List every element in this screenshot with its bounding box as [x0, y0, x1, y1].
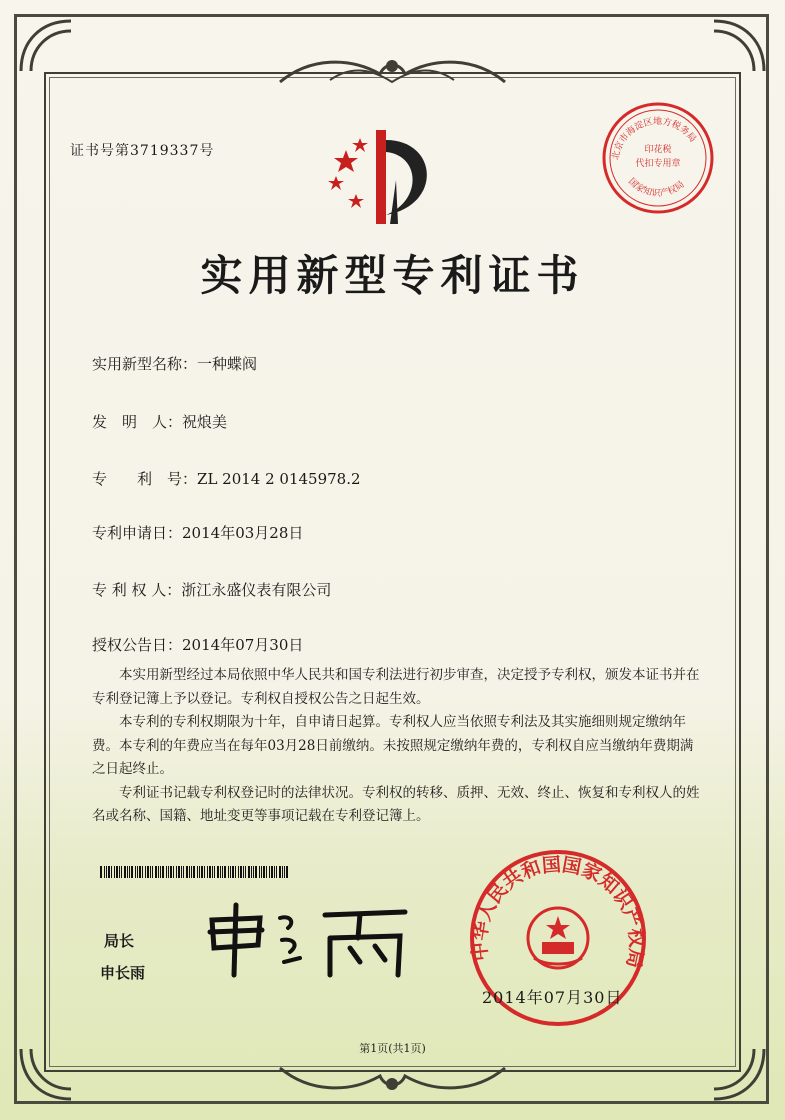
- field-label: 授权公告日：: [92, 636, 183, 654]
- barcode-bar: [121, 866, 122, 878]
- barcode-bar: [269, 866, 270, 878]
- barcode-bar: [189, 866, 190, 878]
- barcode-bar: [197, 866, 198, 878]
- barcode-bar: [228, 866, 229, 878]
- barcode-bar: [286, 866, 288, 878]
- barcode-bar: [193, 866, 195, 878]
- barcode-bar: [238, 866, 239, 878]
- barcode-bar: [145, 866, 146, 878]
- field-label: 发 明 人：: [92, 413, 183, 431]
- barcode-bar: [279, 866, 281, 878]
- barcode-bar: [207, 866, 208, 878]
- barcode-bar: [282, 866, 283, 878]
- barcode-bar: [248, 866, 250, 878]
- barcode-bar: [261, 866, 262, 878]
- barcode-bar: [201, 866, 203, 878]
- certificate-number: 证书号第3719337号: [70, 143, 215, 159]
- barcode-bar: [142, 866, 143, 878]
- field-label: 专利申请日：: [92, 524, 183, 542]
- field-patent-number: [92, 468, 361, 489]
- svg-text:印花税: 印花税: [644, 145, 672, 155]
- field-value: ZL 2014 2 0145978.2: [197, 470, 361, 488]
- barcode-bar: [274, 866, 275, 878]
- barcode-bar: [266, 866, 267, 878]
- barcode-bar: [255, 866, 257, 878]
- barcode-bar: [108, 866, 110, 878]
- barcode-bar: [124, 866, 126, 878]
- body-paragraph: 本实用新型经过本局依照中华人民共和国专利法进行初步审查，决定授予专利权，颁发本证书并在专利登记簿上予以登记。专利权自授权公告之日起生效。: [92, 667, 700, 707]
- body-paragraph: 本专利的专利权期限为十年，自申请日起算。专利权人应当依照专利法及其实施细则规定缴纳年费。本专利的年费应当在每年03月28日前缴纳。未按照规定缴纳年费的，专利权自应当缴纳年费期满之日起终止。: [92, 714, 694, 777]
- barcode-bar: [127, 866, 128, 878]
- page-number: 第1页(共1页): [359, 1042, 426, 1055]
- barcode-bar: [183, 866, 184, 878]
- patent-office-emblem-icon: [318, 120, 448, 230]
- barcode-bar: [259, 866, 260, 878]
- barcode-bar: [176, 866, 177, 878]
- barcode-bar: [158, 866, 159, 878]
- barcode-bar: [240, 866, 242, 878]
- barcode-bar: [166, 866, 167, 878]
- barcode-bar: [214, 866, 215, 878]
- barcode-bar: [271, 866, 273, 878]
- barcode-bar: [181, 866, 182, 878]
- bottom-ornament-icon: [270, 1058, 515, 1098]
- barcode-bar: [232, 866, 234, 878]
- handwritten-signature-icon: [200, 900, 420, 980]
- svg-text:国家知识产权局: 国家知识产权局: [626, 176, 687, 200]
- field-value: 2014年07月30日: [182, 636, 304, 654]
- director-name: 申长雨: [100, 964, 146, 982]
- barcode-bar: [209, 866, 211, 878]
- barcode-bar: [220, 866, 221, 878]
- barcode-bar: [100, 866, 102, 878]
- barcode-bar: [263, 866, 265, 878]
- barcode-bar: [104, 866, 105, 878]
- field-label: 实用新型名称：: [92, 355, 198, 373]
- barcode-bar: [253, 866, 254, 878]
- barcode-bar: [217, 866, 219, 878]
- barcode-bar: [284, 866, 285, 878]
- top-ornament-icon: [270, 52, 515, 92]
- barcode-bar: [147, 866, 149, 878]
- barcode-bar: [162, 866, 164, 878]
- body-paragraph: 专利证书记载专利权登记时的法律状况。专利权的转移、质押、无效、终止、恢复和专利权人的姓名或名称、国籍、地址变更等事项记载在专利登记簿上。: [92, 784, 700, 824]
- svg-text:北京市海淀区地方税务局: 北京市海淀区地方税务局: [611, 116, 698, 161]
- barcode-bar: [137, 866, 138, 878]
- barcode-bar: [230, 866, 231, 878]
- field-value: 一种蝶阀: [197, 355, 258, 373]
- barcode-bar: [199, 866, 200, 878]
- director-title: 局长: [104, 932, 135, 950]
- seal-date: 2014年07月30日: [482, 988, 623, 1007]
- svg-text:中华人民共和国国家知识产权局: 中华人民共和国国家知识产权局: [468, 853, 648, 970]
- tax-stamp-seal-icon: [600, 100, 716, 216]
- barcode-bar: [170, 866, 172, 878]
- barcode-bar: [212, 866, 213, 878]
- barcode-bar: [204, 866, 205, 878]
- barcode-bar: [129, 866, 130, 878]
- barcode-bar: [243, 866, 244, 878]
- field-value: 浙江永盛仪表有限公司: [181, 581, 332, 599]
- barcode-bar: [119, 866, 120, 878]
- barcode-icon: [100, 866, 290, 878]
- field-value: 祝烺美: [182, 413, 228, 431]
- barcode-bar: [152, 866, 153, 878]
- barcode-bar: [222, 866, 223, 878]
- barcode-bar: [245, 866, 246, 878]
- field-grant-date: [92, 634, 303, 655]
- corner-ornament-icon: [16, 16, 76, 76]
- barcode-bar: [276, 866, 277, 878]
- barcode-bar: [168, 866, 169, 878]
- field-value: 2014年03月28日: [182, 524, 304, 542]
- field-utility-model-name: [92, 353, 257, 374]
- corner-ornament-icon: [709, 16, 769, 76]
- barcode-bar: [111, 866, 112, 878]
- barcode-bar: [150, 866, 151, 878]
- svg-text:代扣专用章: 代扣专用章: [635, 159, 681, 169]
- barcode-bar: [106, 866, 107, 878]
- barcode-bar: [116, 866, 118, 878]
- barcode-bar: [131, 866, 133, 878]
- barcode-bar: [114, 866, 115, 878]
- barcode-bar: [139, 866, 141, 878]
- certificate-title: 实用新型专利证书: [200, 251, 585, 300]
- barcode-bar: [251, 866, 252, 878]
- barcode-bar: [224, 866, 226, 878]
- certificate-body: [92, 664, 700, 829]
- field-label: 专 利 号：: [92, 470, 198, 488]
- barcode-bar: [173, 866, 174, 878]
- barcode-bar: [160, 866, 161, 878]
- barcode-bar: [191, 866, 192, 878]
- field-patentee: [92, 579, 331, 600]
- field-label: 专 利 权 人：: [92, 581, 182, 599]
- barcode-bar: [178, 866, 180, 878]
- barcode-bar: [186, 866, 188, 878]
- field-inventor: [92, 411, 227, 432]
- field-application-date: [92, 522, 303, 543]
- barcode-bar: [155, 866, 157, 878]
- barcode-bar: [235, 866, 236, 878]
- barcode-bar: [135, 866, 136, 878]
